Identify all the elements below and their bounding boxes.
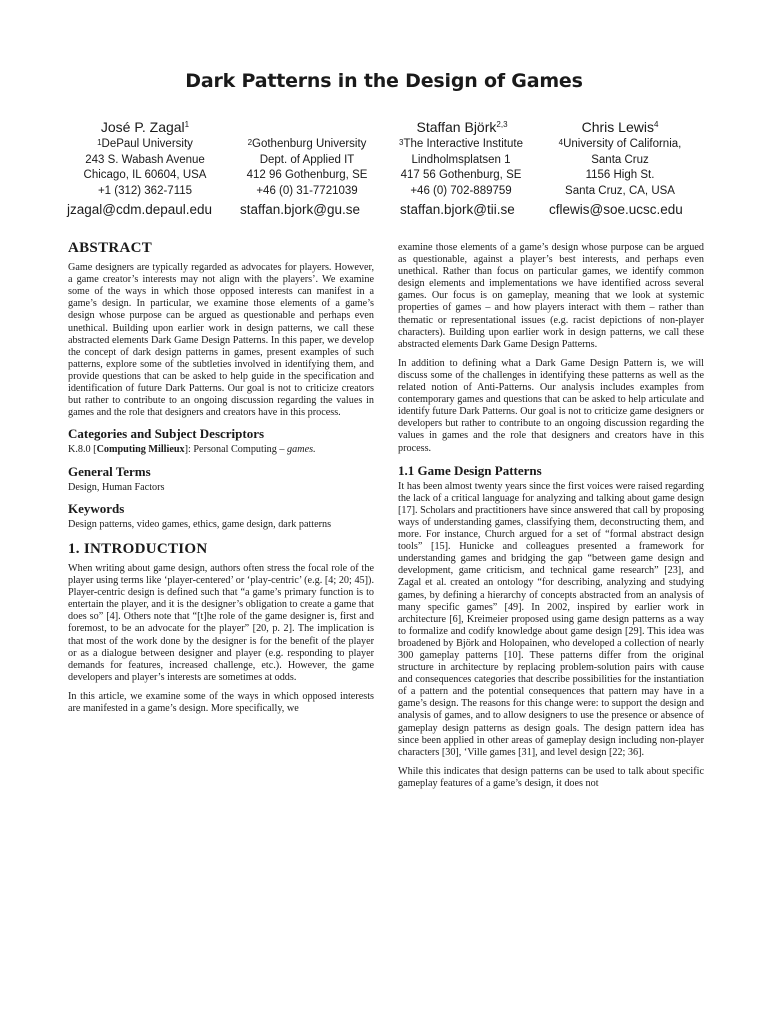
- introduction-paragraph: In this article, we examine some of the ways in which opposed interests are manifested in a game’s design. More specifically, we: [68, 690, 374, 714]
- keywords-heading: Keywords: [68, 500, 125, 516]
- author-email-zagal[interactable]: jzagal@cdm.depaul.edu: [67, 202, 213, 217]
- author-email-bjork-tii[interactable]: staffan.bjork@tii.se: [400, 202, 515, 217]
- introduction-paragraph: In addition to defining what a Dark Game Design Pattern is, we will discuss some of the challenges in identifying these patterns as well as the related notion of Anti-Patterns. Our analysis includes examples from contemporary games and questions that can be asked to help articulate and identify future Dark Patterns. Our goal is not to criticize game designers or developers but rather to contribute to an ongoing discussion regarding the values in games and the role that designers and creators have in this process.: [398, 357, 704, 454]
- author-name: Staffan Björk: [416, 119, 497, 135]
- affiliation-line: 243 S. Wabash Avenue: [85, 153, 205, 166]
- affiliation-line: University of California,: [563, 138, 682, 150]
- author-block-interactive-institute: $^3$The Interactive Institute Lindholmsplatsen 1 417 56 Gothenburg, SE +46 (0) 702-889759: [386, 137, 536, 199]
- ccs-heading: Categories and Subject Descriptors: [68, 426, 265, 442]
- affiliation-line: 1156 High St.: [585, 169, 655, 181]
- general-terms-text: Design, Human Factors: [68, 481, 165, 493]
- affiliation-line: +46 (0) 702-889759: [410, 184, 512, 197]
- affiliation-line: Dept. of Applied IT: [259, 153, 355, 166]
- affiliation-line: 417 56 Gothenburg, SE: [400, 169, 522, 181]
- author-block-zagal: José P. Zagal$^1$ $^1$DePaul University 243 S. Wabash Avenue Chicago, IL 60604, USA +1 (312) 362-7115: [60, 118, 230, 199]
- right-column: [398, 242, 704, 797]
- affiliation-line: The Interactive Institute: [403, 138, 523, 150]
- affiliation-line: +46 (0) 31-7721039: [256, 184, 358, 197]
- author-block-lewis: Chris Lewis$^4$ $^4$University of California, Santa Cruz 1156 High St. Santa Cruz, CA, USA: [545, 118, 695, 199]
- introduction-paragraph: When writing about game design, authors often stress the focal role of the player using terms like ‘player-centered’ or ‘play-centric’ (e.g. [4; 20; 45]). Player-centric design is defined such that “a game’s primary function is to entertain the player, and it is the designer’s obligation to create a game that does so” [4]. Others note that “[t]he role of the game designer is, first and foremost, to be an advocate for the player” [20, p. 2]. The implication is that most of the work done by the designer is for the benefit of the player or as a dialogue between designer and player (e.g. responding to player demands for features, increased challenge, etc.). However, the game developers and player’s interests are sometimes at odds.: [68, 562, 374, 683]
- affiliation-line: Chicago, IL 60604, USA: [83, 169, 207, 181]
- keywords-text: Design patterns, video games, ethics, game design, dark patterns: [68, 518, 332, 530]
- game-design-patterns-paragraph: While this indicates that design patterns can be used to talk about specific gameplay features of a game’s design, it does not: [398, 765, 704, 789]
- author-email-bjork-gu[interactable]: staffan.bjork@gu.se: [240, 202, 361, 217]
- general-terms-heading: General Terms: [68, 463, 151, 479]
- affiliation-line: DePaul University: [101, 138, 193, 150]
- game-design-patterns-heading: 1.1 Game Design Patterns: [398, 462, 542, 478]
- abstract-heading: ABSTRACT: [68, 240, 153, 256]
- author-name: José P. Zagal: [100, 119, 185, 135]
- affiliation-line: Lindholmsplatsen 1: [411, 153, 511, 166]
- ccs-text: K.8.0 [Computing Millieux]: Personal Computing – games.: [68, 444, 316, 456]
- affiliation-line: Gothenburg University: [252, 138, 367, 150]
- author-name: Chris Lewis: [581, 119, 654, 135]
- game-design-patterns-paragraph: It has been almost twenty years since the first voices were raised regarding the lack of a critical language for analyzing and talking about game design [17]. Scholars and practitioners have since answered that call by proposing ways of understanding games, classifying them, deconstructing them, and more. For instance, Church argued for a set of “formal abstract design tools” [15]. Hunicke and colleagues presented a framework for understanding games and bridging the gap “between game design and development, game criticism, and technical game research” [23], and Zagal et al. created an ontology “for describing, analyzing and studying games, by defining a hierarchy of concepts abstracted from an analysis of many specific games” [49]. In 2002, inspired by earlier work in architecture [6], Kreimeier proposed using game design patterns as a way to formalize and codify knowledge about game design [29]. This idea was broadened by Björk and Holopainen, who developed a collection of nearly 300 gameplay patterns [10]. These patterns differ from the original structure in architecture by replacing problem-solution pairs with cause and consequences categories that describe possibilities for the instantiation of a pattern and the potential consequences that pattern may have in a game’s design. The reasons for this change were: to support the design and analysis of games, and to allow designers to use the presence or absence of gameplay design patterns as design goals. The design pattern idea has since been applied in other areas of gameplay design including non-player characters [30], ‘Ville games [31], and level design [22; 36].: [398, 480, 704, 758]
- paper-title: Dark Patterns in the Design of Games: [185, 70, 583, 92]
- left-column: [68, 242, 374, 722]
- affiliation-line: 412 96 Gothenburg, SE: [246, 169, 368, 181]
- affiliation-line: Santa Cruz, CA, USA: [565, 184, 675, 197]
- author-block-bjork: Staffan Björk$^{2,3}$ $^2$Gothenburg University Dept. of Applied IT 412 96 Gothenburg, SE +46 (0) 31-7721039: [232, 118, 382, 199]
- abstract-text: Game designers are typically regarded as advocates for players. However, a game creator’s interests may not align with the players’. We examine some of the ways in which those opposed interests can manifest in a game’s design. In particular, we examine those elements of a game’s design whose purpose can be argued as questionable and perhaps even unethical. Building upon earlier work in design patterns, we call these abstracted elements Dark Game Design Patterns. In this paper, we develop the concept of dark design patterns in games, present examples of such patterns, explore some of the subtleties involved in identifying them, and provide questions that can be asked to help guide in the specification and identification of future Dark Patterns. Our goal is not to criticize creators but rather to contribute to an ongoing discussion regarding the values in games and the role that designers and creators have in this process.: [68, 262, 374, 419]
- affiliation-line: Santa Cruz: [591, 153, 649, 166]
- introduction-paragraph: examine those elements of a game’s design whose purpose can be argued as questionable, against a player’s best interests, and perhaps even unethical. Rather than focus on particular games, we identify common design elements and implementations we have identified across several games. Our focus is on gameplay, meaning that we look at systemic properties of games – and how players interact with them – rather than thematic or representational issues (e.g. racist depictions of non-player characters). Building upon earlier work in design patterns, we call these abstracted elements Dark Game Design Patterns.: [398, 242, 704, 350]
- introduction-heading: 1. INTRODUCTION: [68, 540, 208, 557]
- affiliation-line: +1 (312) 362-7115: [97, 184, 193, 197]
- author-email-lewis[interactable]: cflewis@soe.ucsc.edu: [549, 202, 683, 217]
